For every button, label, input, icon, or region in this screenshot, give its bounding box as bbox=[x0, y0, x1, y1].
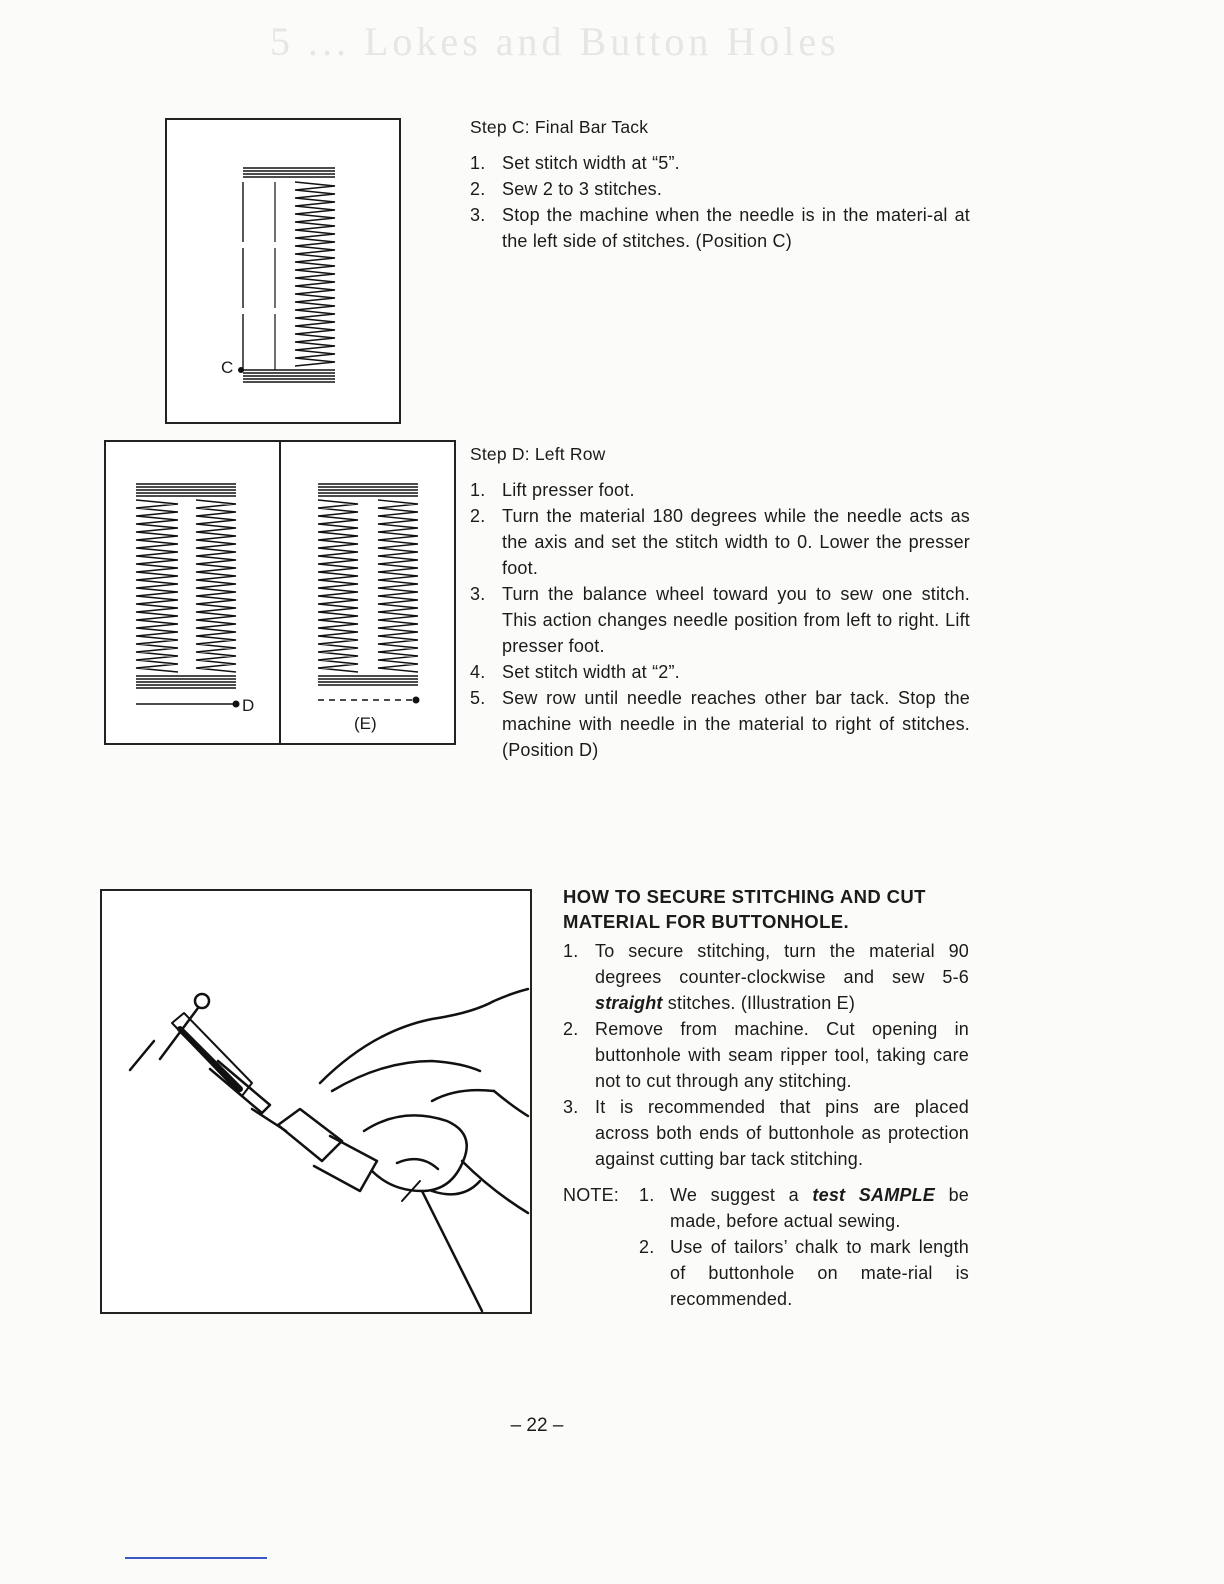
list-item: 3. It is recommended that pins are placed across both ends of buttonhole as protection against cutting bar tack stitching. bbox=[563, 1097, 969, 1169]
list-item: 2. Remove from machine. Cut opening in buttonhole with seam ripper tool, taking care not to cut through any stitching. bbox=[563, 1019, 969, 1091]
left-panel-left-row bbox=[136, 500, 178, 672]
list-item: 5. Sew row until needle reaches other bar tack. Stop the machine with needle in the material to right of stitches. (Position D) bbox=[470, 688, 970, 760]
list-item: 4. Set stitch width at “2”. bbox=[470, 662, 680, 682]
illustration-e-label: (E) bbox=[354, 714, 377, 733]
list-item: 3. Turn the balance wheel toward you to sew one stitch. This action changes needle position from left to right. Lift presser foot. bbox=[470, 584, 970, 656]
hand-seam-ripper-drawing bbox=[102, 891, 530, 1312]
page-header-ghost: 5 ... Lokes and Button Holes bbox=[270, 19, 840, 64]
list-item: 1. We suggest a test SAMPLE be made, before actual sewing. bbox=[639, 1185, 970, 1231]
note-label: NOTE: bbox=[563, 1185, 620, 1205]
top-bar-tack bbox=[243, 168, 335, 177]
right-panel-bottom-tack bbox=[318, 676, 418, 685]
ripper-collar bbox=[278, 1109, 342, 1161]
thumb-outline bbox=[364, 1115, 467, 1191]
page-number: – 22 – bbox=[510, 1415, 564, 1436]
fabric-slit-mark bbox=[130, 1041, 154, 1070]
list-item: 2. Sew 2 to 3 stitches. bbox=[470, 179, 663, 199]
secure-section bbox=[563, 884, 969, 1312]
list-item: 2. Turn the material 180 degrees while the needle acts as the axis and set the stitch width to 0. Lower the presser foot. bbox=[470, 506, 970, 578]
secure-list bbox=[563, 938, 969, 1172]
needle-position-c-icon bbox=[238, 367, 244, 373]
figure-step-d-e bbox=[104, 440, 456, 745]
left-panel-top-tack bbox=[136, 484, 236, 496]
step-c-section bbox=[470, 114, 970, 254]
step-c-list bbox=[470, 150, 970, 254]
position-d-label: D bbox=[242, 696, 255, 715]
step-d-section bbox=[470, 441, 970, 763]
secure-heading: HOW TO SECURE STITCHING AND CUT MATERIAL FOR BUTTONHOLE. bbox=[563, 886, 926, 932]
buttonhole-bar-tack-illustration bbox=[167, 120, 399, 422]
finger-outline bbox=[320, 989, 528, 1083]
ripper-handle bbox=[314, 1136, 377, 1191]
position-c-label: C bbox=[221, 358, 234, 377]
step-c-title: Step C: Final Bar Tack bbox=[470, 117, 649, 137]
pin-head-icon bbox=[195, 994, 209, 1008]
scan-mark bbox=[125, 1557, 267, 1559]
wrist-outline bbox=[422, 1191, 482, 1311]
list-item: 2. Use of tailors’ chalk to mark length of buttonhole on mate-rial is recommended. bbox=[639, 1237, 969, 1309]
note-list bbox=[639, 1182, 969, 1312]
left-panel-right-row bbox=[196, 500, 236, 672]
step-d-title: Step D: Left Row bbox=[470, 444, 606, 464]
pin-shaft bbox=[160, 1008, 198, 1059]
list-item: 3. Stop the machine when the needle is in the materi-al at the left side of stitches. (Position C) bbox=[470, 205, 970, 251]
list-item: 1. Set stitch width at “5”. bbox=[470, 153, 680, 173]
buttonhole-left-row-illustration bbox=[106, 442, 454, 743]
figure-step-c bbox=[165, 118, 401, 424]
right-panel-left-row bbox=[318, 500, 358, 672]
right-zigzag-row bbox=[295, 182, 335, 366]
bottom-bar-tack bbox=[243, 370, 335, 382]
list-item: 1. Lift presser foot. bbox=[470, 480, 635, 500]
right-panel-right-row bbox=[378, 500, 418, 672]
needle-position-e-icon bbox=[413, 697, 420, 704]
note-block bbox=[563, 1182, 969, 1312]
left-panel-bottom-tack bbox=[136, 676, 236, 688]
list-item: 1. To secure stitching, turn the material 90 degrees counter-clockwise and sew 5-6 straight stitches. (Illustration E) bbox=[563, 941, 969, 1013]
figure-seam-ripper bbox=[100, 889, 532, 1314]
right-panel-top-tack bbox=[318, 484, 418, 496]
step-d-list bbox=[470, 477, 970, 763]
